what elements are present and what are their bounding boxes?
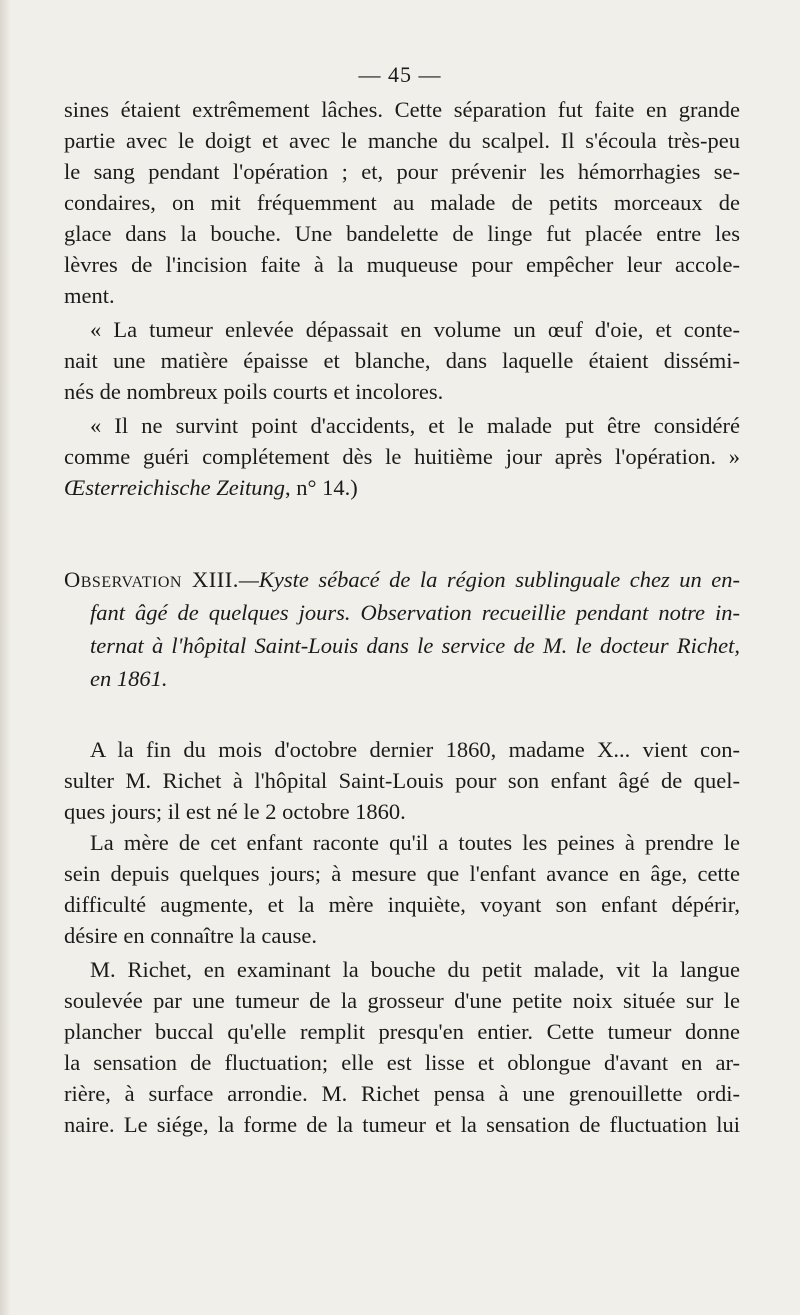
text-line: condaires, on mit fréquemment au malade de petits morceaux de xyxy=(64,190,740,215)
text-line: La mère de cet enfant raconte qu'il a toutes les peines à prendre le xyxy=(90,830,740,855)
text-line: sein depuis quelques jours; à mesure que l'enfant avance en âge, cette xyxy=(64,861,740,886)
observation-label: Observation XIII. xyxy=(64,567,239,592)
text-line: le sang pendant l'opération ; et, pour prévenir les hémorrhagies se- xyxy=(64,159,740,184)
observation-title-line: en 1861. xyxy=(90,666,168,691)
text-line: lèvres de l'incision faite à la muqueuse pour empêcher leur accole- xyxy=(64,252,740,277)
text-line: nait une matière épaisse et blanche, dans laquelle étaient dissémi- xyxy=(64,348,740,373)
citation-number: , n° 14.) xyxy=(285,475,358,500)
observation-title: —Kyste sébacé de la région sublinguale chez un en- xyxy=(238,567,740,592)
text-line: rière, à surface arrondie. M. Richet pensa à une grenouillette ordi- xyxy=(64,1081,740,1106)
text-line: glace dans la bouche. Une bandelette de linge fut placée entre les xyxy=(64,221,740,246)
text-line: « La tumeur enlevée dépassait en volume un œuf d'oie, et conte- xyxy=(90,317,740,342)
text-line: sines étaient extrêmement lâches. Cette séparation fut faite en grande xyxy=(64,97,740,122)
page-edge-shadow xyxy=(0,0,10,1315)
observation-title-line: fant âgé de quelques jours. Observation recueillie pendant notre in- xyxy=(90,600,740,625)
text-line: ment. xyxy=(64,283,115,308)
text-line: difficulté augmente, et la mère inquiète, voyant son enfant dépérir, xyxy=(64,892,740,917)
text-line: A la fin du mois d'octobre dernier 1860, madame X... vient con- xyxy=(90,737,740,762)
text-line: nés de nombreux poils courts et incolores. xyxy=(64,379,444,404)
citation-line xyxy=(64,473,740,503)
observation-title-line: ternat à l'hôpital Saint-Louis dans le service de M. le docteur Richet, xyxy=(90,633,740,658)
text-line: comme guéri complétement dès le huitième jour après l'opération. » xyxy=(64,444,740,469)
text-line: partie avec le doigt et avec le manche du scalpel. Il s'écoula très-peu xyxy=(64,128,740,153)
observation-heading xyxy=(64,565,740,595)
text-line: « Il ne survint point d'accidents, et le malade put être considéré xyxy=(90,413,740,438)
text-line: la sensation de fluctuation; elle est lisse et oblongue d'avant en ar- xyxy=(64,1050,740,1075)
page-number: — 45 — xyxy=(358,62,442,87)
text-line: naire. Le siége, la forme de la tumeur et la sensation de fluctuation lui xyxy=(64,1112,740,1137)
journal-name: Œsterreichische Zeitung xyxy=(64,475,285,500)
text-line: ques jours; il est né le 2 octobre 1860. xyxy=(64,799,406,824)
text-line: sulter M. Richet à l'hôpital Saint-Louis pour son enfant âgé de quel- xyxy=(64,768,740,793)
text-line: soulevée par une tumeur de la grosseur d'une petite noix située sur le xyxy=(64,988,740,1013)
text-line: M. Richet, en examinant la bouche du petit malade, vit la langue xyxy=(90,957,740,982)
text-line: désire en connaître la cause. xyxy=(64,923,317,948)
text-line: plancher buccal qu'elle remplit presqu'en entier. Cette tumeur donne xyxy=(64,1019,740,1044)
